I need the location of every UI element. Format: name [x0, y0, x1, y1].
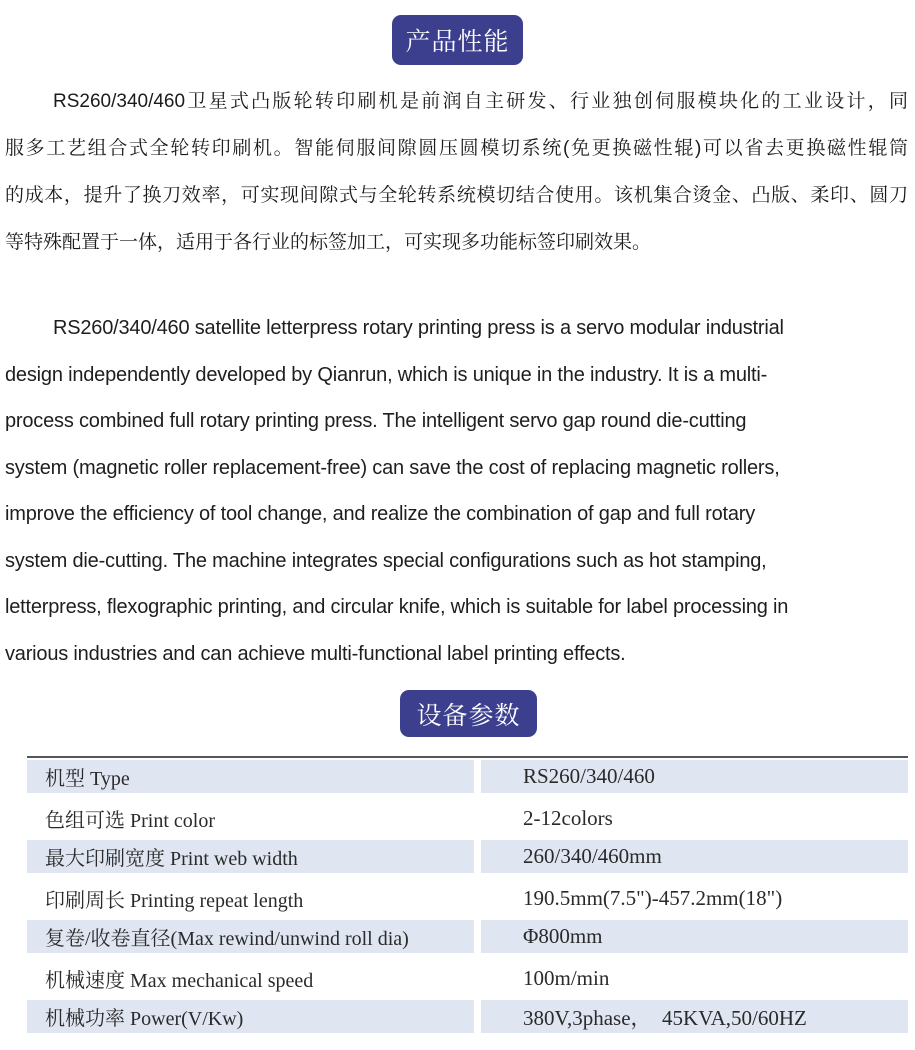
- en-line: design independently developed by Qianrun, which is unique in the industry. It is a multi-: [5, 363, 768, 386]
- spec-label: 机型 Type: [27, 758, 474, 798]
- cn-line: 等特殊配置于一体，适用于各行业的标签加工，可实现多功能标签印刷效果。: [5, 232, 652, 253]
- spec-value: 190.5mm(7.5")-457.2mm(18"): [523, 885, 783, 910]
- en-line: improve the efficiency of tool change, and realize the combination of gap and full rotary: [5, 503, 756, 525]
- table-row-repeat-length: [27, 878, 908, 918]
- cn-line: RS260/340/460卫星式凸版轮转印刷机是前润自主研发、行业独创伺服模块化的工业设计，同: [53, 91, 908, 112]
- table-row-print-color: [27, 798, 908, 838]
- spec-table: [27, 756, 908, 1038]
- spec-label: 印刷周长 Printing repeat length: [45, 889, 304, 912]
- table-row-roll-dia: [27, 918, 908, 958]
- table-row-power: [27, 998, 908, 1038]
- en-line: various industries and can achieve multi-functional label printing effects.: [5, 642, 626, 665]
- table-row-web-width: [27, 838, 908, 878]
- spec-value: 380V,3phase， 45KVA,50/60HZ: [481, 998, 908, 1038]
- spec-label: 复卷/收卷直径(Max rewind/unwind roll dia): [27, 918, 474, 958]
- equipment-parameters-badge: 设备参数: [400, 690, 537, 737]
- en-line: process combined full rotary printing press. The intelligent servo gap round die-cutting: [5, 410, 747, 432]
- en-line: RS260/340/460 satellite letterpress rotary printing press is a servo modular industrial: [53, 317, 784, 339]
- cn-line: 服多工艺组合式全轮转印刷机。智能伺服间隙圆压圆模切系统(免更换磁性辊)可以省去更换磁性辊筒: [5, 138, 908, 159]
- cn-line: 的成本，提升了换刀效率，可实现间隙式与全轮转系统模切结合使用。该机集合烫金、凸版、柔印、圆刀: [5, 185, 908, 206]
- spec-label: 色组可选 Print color: [45, 809, 215, 832]
- en-line: system die-cutting. The machine integrates special configurations such as hot stamping,: [5, 549, 767, 572]
- table-row-speed: [27, 958, 908, 998]
- en-description-paragraph: [5, 305, 905, 677]
- spec-label: 机械速度 Max mechanical speed: [45, 969, 314, 992]
- spec-value: 2-12colors: [523, 805, 613, 830]
- spec-value: 100m/min: [523, 965, 610, 990]
- spec-label: 最大印刷宽度 Print web width: [27, 838, 474, 878]
- spec-value: RS260/340/460: [481, 758, 908, 798]
- cn-description-paragraph: [5, 78, 908, 266]
- en-line: system (magnetic roller replacement-free) can save the cost of replacing magnetic rollers,: [5, 456, 780, 479]
- table-row-type: [27, 758, 908, 798]
- spec-value: 260/340/460mm: [481, 838, 908, 878]
- spec-value: Φ800mm: [481, 918, 908, 958]
- spec-label: 机械功率 Power(V/Kw): [27, 998, 474, 1038]
- en-line: letterpress, flexographic printing, and circular knife, which is suitable for label processing in: [5, 596, 789, 618]
- product-performance-badge: 产品性能: [392, 15, 523, 65]
